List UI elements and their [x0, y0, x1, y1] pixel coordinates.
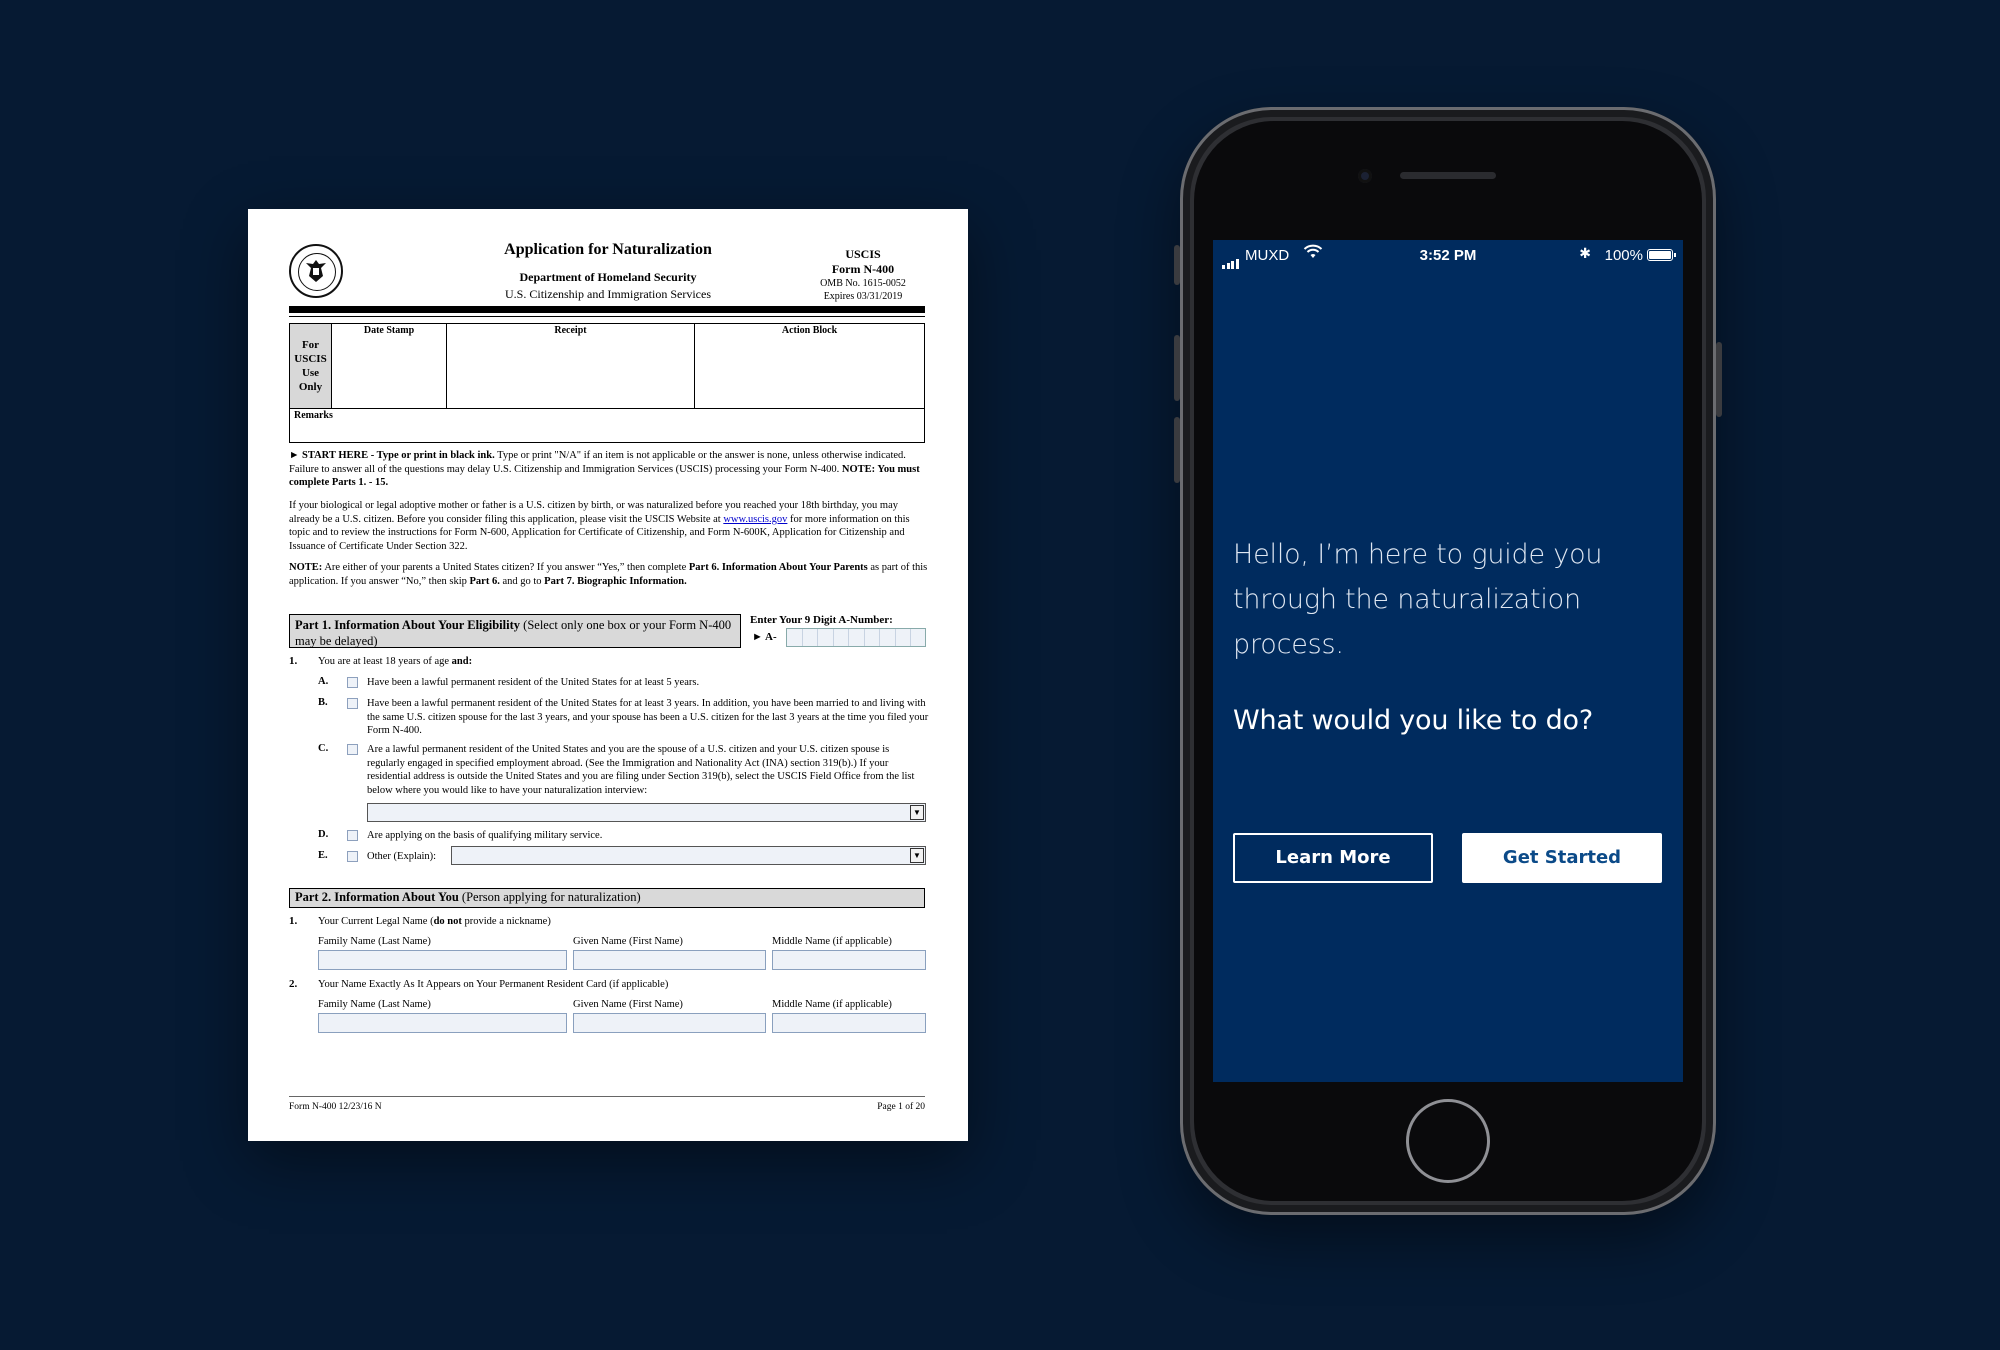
parents-note — [289, 561, 929, 588]
note-text: Are either of your parents a United States citizen? If you answer “Yes,” then complete — [324, 562, 687, 573]
a-number-input[interactable] — [786, 628, 926, 647]
part2-note: (Person applying for naturalization) — [461, 890, 641, 904]
chevron-down-icon[interactable]: ▼ — [910, 848, 924, 863]
for-use-line: Only — [298, 381, 323, 393]
form-number: Form N-400 — [831, 262, 895, 276]
part2-q1-text — [318, 915, 551, 929]
option-e-checkbox[interactable] — [347, 851, 358, 862]
carrier-name: MUXD — [1245, 247, 1290, 264]
action-question: What would you like to do? — [1233, 705, 1593, 736]
option-a-checkbox[interactable] — [347, 677, 358, 688]
form-id-block — [803, 247, 923, 303]
option-letter: B. — [318, 697, 328, 708]
citizenship-paragraph — [289, 499, 929, 553]
given-name-input[interactable] — [573, 950, 766, 970]
option-c-text: Are a lawful permanent resident of the United States and you are the spouse of a U.S. citizen and your U.S. citizen spouse is regularly engaged in specified employment abroad. (See the Immigration and Nationality Act (INA) section 319(b).) If your residential address is outside the United States and you are filing under Section 319(b), select the USCIS Field Office from the list below where you would like to have your naturalization interview: — [367, 744, 915, 796]
omb-number: OMB No. 1615-0052 — [820, 278, 906, 289]
start-here-note: NOTE: You must complete Parts 1. - 15. — [289, 463, 920, 488]
expiration-date: Expires 03/31/2019 — [823, 291, 903, 302]
for-uscis-use-only — [290, 324, 332, 408]
note-bold: Part 6. — [469, 575, 500, 587]
question-number: 1. — [289, 655, 298, 667]
footer-form-id: Form N-400 12/23/16 N — [289, 1102, 382, 1112]
footer-page-number: Page 1 of 20 — [877, 1102, 925, 1112]
learn-more-button[interactable]: Learn More — [1233, 833, 1433, 883]
form-title: Application for Naturalization — [504, 241, 712, 258]
department-name: Department of Homeland Security — [519, 270, 697, 284]
note-bold: Part 6. Information About Your Parents — [688, 562, 868, 573]
remarks-label: Remarks — [294, 410, 333, 421]
given-name-label: Given Name (First Name) — [573, 936, 683, 947]
for-use-line: For — [301, 339, 320, 351]
prc-middle-name-input[interactable] — [772, 1013, 926, 1033]
part2-title: Part 2. Information About You — [295, 890, 459, 904]
silent-switch — [1174, 245, 1180, 285]
option-b-text: Have been a lawful permanent resident of the United States for at least 3 years. In addition, you have been married to and living with the same U.S. citizen spouse for the last 3 years, and your spouse has been a U.S. citizen for the last 3 years at the time you filed your Form N-400. — [367, 698, 929, 736]
q-bold: do not — [433, 916, 462, 927]
part1-title: Part 1. Information About Your Eligibility — [295, 618, 521, 632]
note-text: as part of this application. If you answer “No,” then skip — [289, 562, 928, 587]
option-letter: D. — [318, 829, 329, 840]
status-time: 3:52 PM — [1419, 247, 1477, 264]
start-here-text: Type or print "N/A" if an item is not applicable or the answer is none, unless otherwise indicated. Failure to answer all of the questions may delay U.S. Citizenship and Immigration Services (USCIS) processing your Form N-400. — [289, 450, 906, 475]
question-1-text — [318, 655, 472, 669]
family-name-label: Family Name (Last Name) — [318, 999, 431, 1010]
front-camera — [1358, 169, 1372, 183]
q1-text: You are at least 18 years of age — [318, 656, 450, 667]
note-lead: NOTE: — [289, 562, 323, 573]
prc-family-name-input[interactable] — [318, 1013, 567, 1033]
battery-icon — [1647, 249, 1673, 261]
chevron-down-icon[interactable]: ▼ — [910, 805, 924, 820]
header-rule — [289, 306, 925, 313]
a-number-prefix: ► A- — [752, 631, 777, 643]
battery-percentage: 100% — [1604, 247, 1643, 264]
uscis-label: USCIS — [845, 247, 881, 261]
middle-name-label: Middle Name (if applicable) — [772, 999, 892, 1010]
para2-text-after: for more information on this topic and to review the instructions for Form N-600, Application for Certificate of Citizenship, and Form N-600K, Application for Citizenship and Issuance of Certificate Under Section 322. — [289, 513, 910, 552]
naturalization-form-page — [248, 209, 968, 1141]
volume-up-button — [1174, 335, 1180, 401]
footer-rule — [289, 1096, 925, 1097]
for-use-line: USCIS — [294, 353, 327, 365]
middle-name-input[interactable] — [772, 950, 926, 970]
option-d-checkbox[interactable] — [347, 830, 358, 841]
action-block-column: Action Block — [781, 325, 838, 336]
uscis-use-only-box — [289, 323, 925, 443]
q1-and: and: — [451, 656, 473, 667]
part2-header — [289, 888, 925, 908]
prc-given-name-input[interactable] — [573, 1013, 766, 1033]
date-stamp-column: Date Stamp — [332, 324, 447, 408]
q-text: provide a nickname) — [461, 916, 551, 927]
field-office-dropdown[interactable] — [367, 803, 926, 822]
option-d-text: Are applying on the basis of qualifying military service. — [367, 830, 603, 841]
part1-note: (Select only one box or your Form N-400 may be delayed) — [295, 618, 732, 648]
status-bar — [1213, 240, 1683, 270]
iphone-device — [1180, 107, 1716, 1215]
agency-name: U.S. Citizenship and Immigration Services — [505, 287, 711, 301]
part1-header — [289, 614, 741, 648]
option-letter: C. — [318, 743, 329, 754]
part2-q2-text: Your Name Exactly As It Appears on Your Permanent Resident Card (if applicable) — [318, 979, 669, 990]
given-name-label: Given Name (First Name) — [573, 999, 683, 1010]
other-explain-dropdown[interactable] — [451, 846, 926, 865]
option-letter: A. — [318, 676, 329, 687]
earpiece-speaker — [1400, 172, 1496, 179]
start-here-lead: ► START HERE - Type or print in black ink. — [289, 450, 495, 461]
receipt-column: Receipt — [447, 324, 695, 408]
get-started-button[interactable]: Get Started — [1462, 833, 1662, 883]
family-name-label: Family Name (Last Name) — [318, 936, 431, 947]
option-b-checkbox[interactable] — [347, 698, 358, 709]
note-bold: Part 7. Biographic Information. — [544, 575, 687, 587]
para2-text: If your biological or legal adoptive mother or father is a U.S. citizen by birth, or was naturalized before you reached your 18th birthday, you may already be a U.S. citizen. Before you consider filing this application, please visit the USCIS Website at — [289, 500, 898, 525]
power-button — [1716, 342, 1722, 417]
q-text: Your Current Legal Name ( — [318, 916, 434, 927]
assistant-greeting: Hello, I’m here to guide you through the naturalization process. — [1233, 539, 1603, 660]
for-use-line: Use — [301, 367, 320, 379]
header-rule-thin — [289, 316, 925, 317]
option-letter: E. — [318, 850, 328, 861]
question-number: 1. — [289, 915, 298, 927]
app-screen — [1213, 240, 1683, 1082]
home-button[interactable] — [1406, 1099, 1490, 1183]
option-a-text: Have been a lawful permanent resident of the United States for at least 5 years. — [367, 677, 700, 688]
a-number-label: Enter Your 9 Digit A-Number: — [750, 614, 893, 626]
question-number: 2. — [289, 978, 298, 990]
bluetooth-icon: ✱ — [1579, 245, 1591, 261]
uscis-website-link[interactable]: www.uscis.gov — [723, 513, 788, 525]
family-name-input[interactable] — [318, 950, 567, 970]
option-c-checkbox[interactable] — [347, 744, 358, 755]
note-text: and go to — [502, 575, 542, 587]
middle-name-label: Middle Name (if applicable) — [772, 936, 892, 947]
start-here-instructions — [289, 449, 929, 490]
option-e-text: Other (Explain): — [367, 851, 437, 862]
volume-down-button — [1174, 417, 1180, 483]
